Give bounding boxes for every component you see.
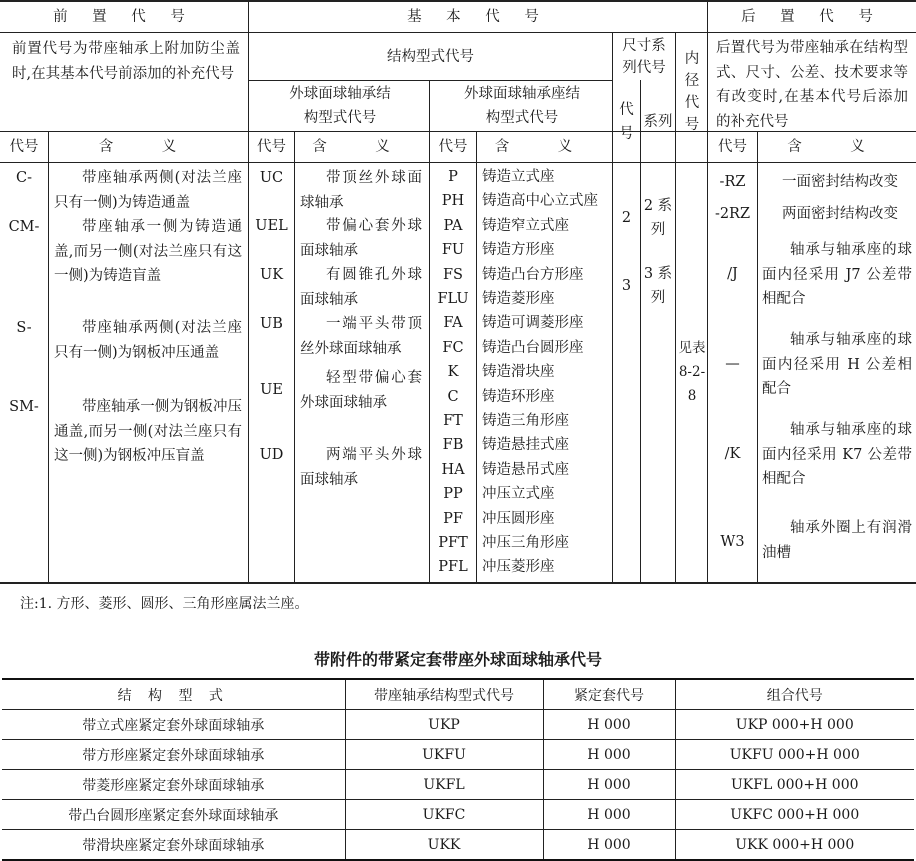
housing-code: HA — [441, 461, 465, 478]
structure-type: 带滑块座紧定套外球面球轴承 — [2, 830, 345, 861]
size-series-label: 尺寸系列代号 — [622, 38, 666, 76]
combined-code: UKFL 000+H 000 — [675, 770, 914, 800]
suffix-code-col: 代号 — [718, 139, 747, 155]
rule-v2 — [707, 0, 708, 583]
housing-code: FLU — [437, 291, 469, 307]
table-row — [2, 800, 914, 830]
table-row — [2, 770, 914, 800]
prefix-code: C- — [16, 170, 32, 186]
bearing-code: UKP — [345, 710, 543, 740]
size-series: 3 系列 — [643, 266, 673, 306]
housing-meaning: 铸造环形座 — [482, 388, 555, 405]
bore-reference: 见表8-2-8 — [678, 340, 706, 404]
housing-code-col: 代号 — [438, 139, 468, 155]
combined-code: UKP 000+H 000 — [675, 710, 914, 740]
structure-code-label: 结构型式代号 — [387, 48, 474, 65]
housing-code: PF — [443, 510, 463, 527]
suffix-description: 后置代号为带座轴承在结构型式、尺寸、公差、技术要求等有改变时,在基本代号后添加的补充代号 — [716, 40, 908, 130]
combined-code: UKK 000+H 000 — [675, 830, 914, 861]
housing-code: PP — [443, 486, 463, 503]
rule-v9 — [675, 32, 676, 583]
housing-meaning: 冲压菱形座 — [482, 559, 555, 576]
housing-meaning: 冲压三角形座 — [482, 535, 569, 551]
bearing-meaning: 有圆锥孔外球面球轴承 — [300, 267, 422, 308]
bearing-code-col: 代号 — [257, 139, 286, 155]
bearing-meaning: 两端平头外球面球轴承 — [300, 447, 422, 488]
housing-code: C — [447, 388, 459, 405]
suffix-meaning: 轴承外圈上有润滑油槽 — [762, 520, 912, 561]
housing-meaning: 铸造凸台圆形座 — [482, 339, 584, 356]
rule-v6 — [476, 131, 477, 583]
table-row — [2, 740, 914, 770]
bearing-meaning: 带顶丝外球面球轴承 — [300, 170, 422, 211]
sleeve-code: H 000 — [543, 800, 675, 830]
housing-code: PA — [443, 217, 463, 234]
suffix-code: -2RZ — [714, 206, 751, 222]
housing-meaning: 铸造窄立式座 — [482, 217, 569, 234]
size-code-label: 代号 — [619, 101, 634, 142]
housing-meaning: 铸造高中心立式座 — [482, 193, 598, 210]
housing-meaning: 铸造方形座 — [482, 242, 555, 259]
housing-code: PFL — [438, 559, 468, 576]
bearing-code: UB — [260, 316, 283, 332]
rule-bottom — [0, 582, 916, 584]
table-row — [2, 830, 914, 861]
table2-title: 带附件的带紧定套带座外球面球轴承代号 — [313, 650, 602, 669]
bearing-code: UC — [259, 170, 284, 186]
sleeve-code: H 000 — [543, 770, 675, 800]
housing-code: K — [447, 364, 459, 381]
suffix-code: /K — [724, 446, 741, 462]
rule-v3 — [48, 131, 49, 583]
bearing-code: UEL — [255, 218, 288, 234]
bearing-code: UKFC — [345, 800, 543, 830]
prefix-meaning: 带座轴承两侧(对法兰座只有一侧)为钢板冲压通盖 — [54, 320, 242, 361]
rule-v10 — [757, 131, 758, 583]
housing-struct-label: 外球面球轴承座结构型式代号 — [464, 86, 580, 126]
header-suffix: 后 置 代 号 — [741, 9, 883, 25]
prefix-meaning: 带座轴承一侧为钢板冲压通盖,而另一侧(对法兰座只有这一侧)为钢板冲压盲盖 — [54, 399, 242, 464]
combined-code: UKFC 000+H 000 — [675, 800, 914, 830]
housing-meaning: 铸造三角形座 — [482, 413, 569, 429]
suffix-code: /J — [727, 266, 738, 282]
bearing-meaning: 一端平头带顶丝外球面球轴承 — [300, 316, 422, 357]
housing-meaning: 铸造可调菱形座 — [482, 315, 584, 332]
housing-meaning-col: 含 义 — [494, 139, 595, 155]
bearing-struct-label: 外球面球轴承结构型式代号 — [289, 86, 391, 126]
housing-code: FA — [443, 315, 463, 332]
suffix-meaning: 轴承与轴承座的球面内径采用 H 公差相配合 — [762, 332, 912, 397]
housing-meaning: 冲压立式座 — [482, 486, 555, 503]
col-sleeve-code: 紧定套代号 — [543, 679, 675, 710]
prefix-description: 前置代号为带座轴承上附加防尘盖时,在其基本代号前添加的补充代号 — [12, 41, 240, 82]
rule-h4 — [0, 162, 916, 163]
combined-code: UKFU 000+H 000 — [675, 740, 914, 770]
suffix-meaning: 两面密封结构改变 — [782, 206, 898, 222]
housing-code: PFT — [438, 535, 468, 551]
table2-header-row — [2, 679, 914, 710]
housing-meaning: 铸造滑块座 — [482, 364, 555, 381]
structure-type: 带菱形座紧定套外球面球轴承 — [2, 770, 345, 800]
prefix-meaning: 带座轴承一侧为铸造通盖,而另一侧(对法兰座只有这一侧)为铸造盲盖 — [54, 219, 242, 284]
size-code: 2 — [621, 210, 632, 226]
housing-code: FU — [441, 242, 465, 259]
housing-code: FC — [442, 339, 464, 356]
housing-code: FS — [443, 266, 463, 283]
sleeve-code: H 000 — [543, 710, 675, 740]
suffix-meaning: 一面密封结构改变 — [782, 174, 898, 190]
housing-meaning: 铸造悬挂式座 — [482, 437, 569, 454]
housing-code: FB — [442, 437, 464, 454]
suffix-code: W3 — [720, 534, 745, 550]
rule-v1 — [248, 0, 249, 583]
housing-meaning: 铸造菱形座 — [482, 291, 555, 307]
header-prefix: 前 置 代 号 — [53, 9, 195, 25]
structure-type: 带凸台圆形座紧定套外球面球轴承 — [2, 800, 345, 830]
size-code: 3 — [621, 278, 632, 294]
header-basic: 基 本 代 号 — [407, 9, 549, 25]
prefix-meaning-col: 含 义 — [98, 139, 199, 155]
rule-v4 — [294, 131, 295, 583]
housing-meaning: 铸造凸台方形座 — [482, 266, 584, 283]
bearing-meaning-col: 含 义 — [312, 139, 412, 155]
bearing-code: UKK — [345, 830, 543, 861]
bearing-meaning: 轻型带偏心套外球面球轴承 — [300, 370, 422, 411]
bearing-meaning: 带偏心套外球面球轴承 — [300, 218, 422, 259]
housing-meaning: 铸造立式座 — [482, 169, 555, 185]
size-series: 2 系列 — [643, 198, 673, 238]
suffix-code: -RZ — [719, 174, 746, 190]
col-combined-code: 组合代号 — [675, 679, 914, 710]
bearing-code: UKFL — [345, 770, 543, 800]
structure-type: 带立式座紧定套外球面球轴承 — [2, 710, 345, 740]
bearing-code: UKFU — [345, 740, 543, 770]
table-note: 注:1. 方形、菱形、圆形、三角形座属法兰座。 — [20, 596, 309, 612]
suffix-meaning: 轴承与轴承座的球面内径采用 K7 公差带相配合 — [762, 422, 912, 487]
adapter-sleeve-table — [2, 678, 914, 861]
sleeve-code: H 000 — [543, 830, 675, 861]
prefix-code: CM- — [8, 219, 40, 235]
housing-meaning: 铸造悬吊式座 — [482, 461, 569, 478]
col-structure-type: 结 构 型 式 — [2, 679, 345, 710]
size-series-col-label: 系列 — [643, 113, 673, 130]
prefix-code: S- — [16, 320, 32, 336]
housing-code: PH — [441, 193, 465, 210]
housing-code: FT — [443, 413, 463, 429]
prefix-meaning: 带座轴承两侧(对法兰座只有一侧)为铸造通盖 — [54, 170, 242, 211]
housing-code: P — [448, 169, 458, 185]
bearing-code: UK — [259, 267, 284, 283]
prefix-code-col: 代号 — [9, 139, 39, 155]
bearing-code: UE — [260, 382, 283, 398]
structure-type: 带方形座紧定套外球面球轴承 — [2, 740, 345, 770]
suffix-meaning: 轴承与轴承座的球面内径采用 J7 公差带相配合 — [762, 242, 912, 307]
prefix-code: SM- — [9, 399, 39, 415]
col-bearing-code: 带座轴承结构型式代号 — [345, 679, 543, 710]
housing-meaning: 冲压圆形座 — [482, 510, 555, 527]
bearing-code: UD — [259, 447, 284, 463]
sleeve-code: H 000 — [543, 740, 675, 770]
bore-code-label: 内径代号 — [684, 51, 700, 133]
suffix-meaning-col: 含 义 — [787, 139, 887, 155]
suffix-code: — — [725, 356, 740, 372]
table-row — [2, 710, 914, 740]
rule-h2 — [248, 80, 612, 81]
